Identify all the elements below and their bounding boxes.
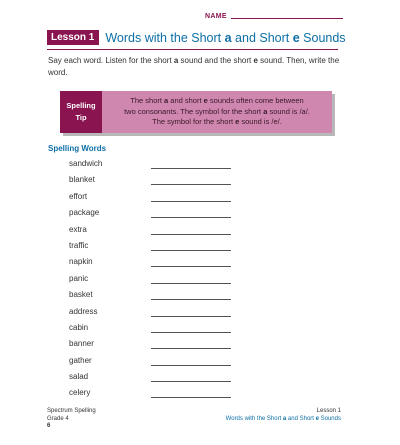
lesson-title: Words with the Short a and Short e Sounds: [105, 30, 346, 45]
word-row: [69, 273, 234, 289]
spelling-word: extra: [69, 224, 87, 234]
spelling-word: banner: [69, 339, 94, 349]
answer-line[interactable]: [151, 365, 231, 366]
answer-line[interactable]: [151, 332, 231, 333]
spelling-tip-label: Spelling Tip: [60, 91, 102, 133]
word-row: [69, 174, 234, 190]
word-row: [69, 289, 234, 305]
word-row: [69, 207, 234, 223]
word-row: [69, 355, 234, 371]
word-row: [69, 387, 234, 403]
word-row: [69, 224, 234, 240]
spelling-word: traffic: [69, 240, 89, 250]
spelling-word: cabin: [69, 322, 89, 332]
spelling-tip-box: [60, 91, 332, 133]
word-row: [69, 306, 234, 322]
answer-line[interactable]: [151, 397, 231, 398]
spelling-word: napkin: [69, 257, 93, 267]
answer-line[interactable]: [151, 184, 231, 185]
spelling-word: basket: [69, 290, 93, 300]
spelling-word: package: [69, 208, 100, 218]
lesson-header: [47, 30, 346, 50]
footer-lesson-info: [226, 408, 341, 423]
answer-line[interactable]: [151, 348, 231, 349]
answer-line[interactable]: [151, 234, 231, 235]
word-row: [69, 158, 234, 174]
lesson-badge: Lesson 1: [47, 30, 99, 45]
page-number: 6: [47, 423, 51, 429]
tip-line-3: The symbol for the short e sound is /e/.: [152, 117, 282, 127]
instructions-text: Say each word. Listen for the short a sound and the short e sound. Then, write the word.: [48, 56, 340, 77]
name-field-row: [205, 13, 343, 20]
spelling-word: sandwich: [69, 159, 103, 168]
spelling-word: salad: [69, 372, 89, 382]
footer-book-title: Spectrum Spelling: [47, 408, 96, 414]
footer-lesson-title: Words with the Short a and Short e Sounds: [225, 415, 341, 422]
name-write-line[interactable]: [231, 18, 343, 19]
spelling-word: address: [69, 306, 98, 316]
word-row: [69, 191, 234, 207]
spelling-word: blanket: [69, 175, 95, 185]
word-row: [69, 256, 234, 272]
word-row: [69, 322, 234, 338]
spelling-tip-text: [102, 91, 332, 133]
footer-book-info: [47, 408, 96, 423]
word-row: [69, 371, 234, 387]
answer-line[interactable]: [151, 316, 231, 317]
word-row: [69, 240, 234, 256]
spelling-word: panic: [69, 273, 89, 283]
spelling-word: celery: [69, 388, 91, 398]
spelling-words-heading: Spelling Words: [48, 144, 107, 153]
answer-line[interactable]: [151, 217, 231, 218]
spelling-word: gather: [69, 355, 92, 365]
spelling-word: effort: [69, 191, 88, 201]
answer-line[interactable]: [151, 381, 231, 382]
answer-line[interactable]: [151, 201, 231, 202]
footer-lesson-number: Lesson 1: [316, 408, 341, 414]
word-row: [69, 338, 234, 354]
answer-line[interactable]: [151, 250, 231, 251]
answer-line[interactable]: [151, 168, 231, 169]
footer-grade: Grade 4: [47, 415, 69, 422]
answer-line[interactable]: [151, 266, 231, 267]
answer-line[interactable]: [151, 299, 231, 300]
spelling-word-list: [69, 158, 234, 404]
answer-line[interactable]: [151, 283, 231, 284]
tip-line-2: two consonants. The symbol for the short a sound is /a/.: [124, 106, 310, 116]
name-label: NAME: [205, 13, 227, 20]
tip-line-1: The short a and short e sounds often come between: [130, 96, 304, 106]
